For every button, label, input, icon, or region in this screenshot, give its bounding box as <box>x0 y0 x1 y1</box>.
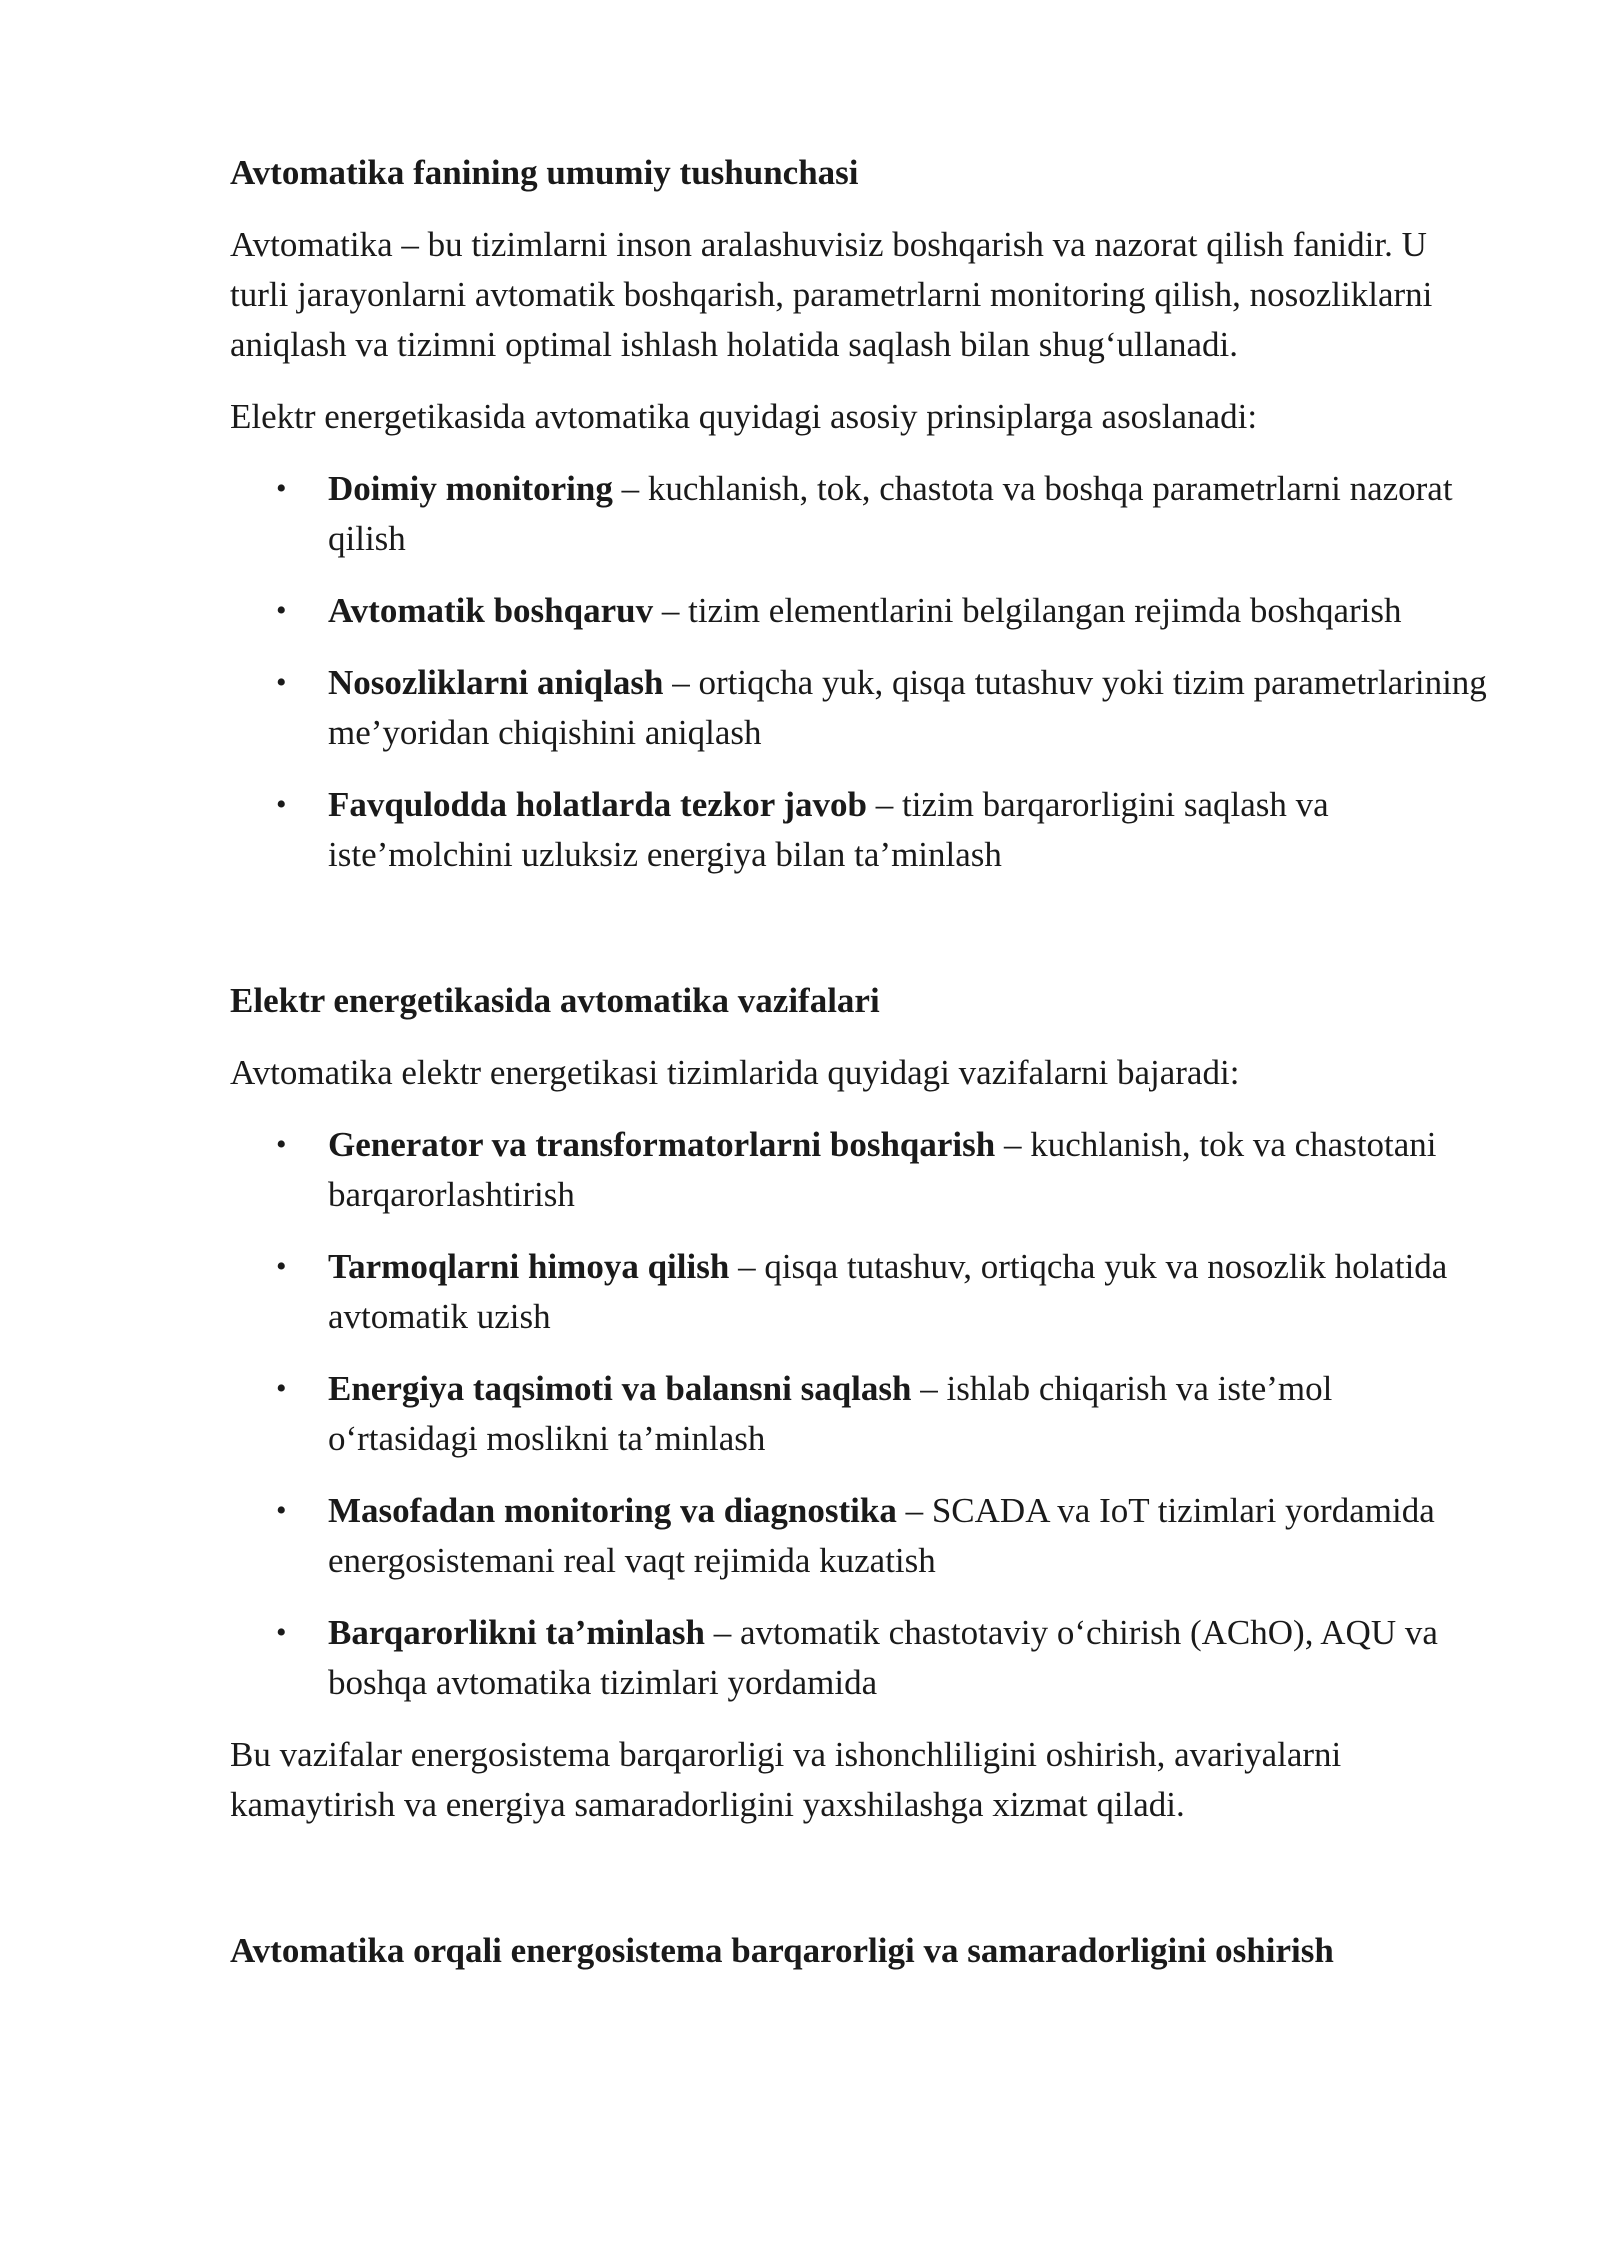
list-item <box>276 1608 1490 1708</box>
list-item-desc: – avtomatik chastotaviy o‘chirish (AChO), AQU va boshqa avtomatika tizimlari yordamida <box>328 1613 1438 1702</box>
list-item-desc: – tizim elementlarini belgilangan rejimda boshqarish <box>653 591 1402 630</box>
bullet-icon: • <box>276 1372 287 1405</box>
document-page <box>230 148 1490 1976</box>
list-item-desc: – SCADA va IoT tizimlari yordamida energosistemani real vaqt rejimida kuzatish <box>328 1491 1435 1580</box>
list-item-term: Generator va transformatorlarni boshqarish <box>328 1125 996 1164</box>
list-item-term: Avtomatik boshqaruv <box>328 591 654 630</box>
list-item-term: Doimiy monitoring <box>328 469 613 508</box>
list-item <box>276 464 1490 564</box>
list-item-term: Favqulodda holatlarda tezkor javob <box>328 785 867 824</box>
bullet-icon: • <box>276 666 287 699</box>
bullet-icon: • <box>276 594 287 627</box>
list-item-term: Nosozliklarni aniqlash <box>328 663 664 702</box>
list-item-desc: – kuchlanish, tok va chastotani barqarorlashtirish <box>328 1125 1437 1214</box>
section-heading: Elektr energetikasida avtomatika vazifalari <box>230 981 880 1020</box>
bullet-icon: • <box>276 788 287 821</box>
list-item <box>276 586 1490 636</box>
list-item-desc: – kuchlanish, tok, chastota va boshqa parametrlarni nazorat qilish <box>328 469 1453 558</box>
paragraph: Avtomatika – bu tizimlarni inson aralashuvisiz boshqarish va nazorat qilish fanidir. U turli jarayonlarni avtomatik boshqarish, parametrlarni monitoring qilish, nosozliklarni aniqlash va tizimni optimal ishlash holatida saqlash bilan shug‘ullanadi. <box>230 225 1433 364</box>
list-item-term: Tarmoqlarni himoya qilish <box>328 1247 730 1286</box>
list-item <box>276 1486 1490 1586</box>
paragraph: Avtomatika elektr energetikasi tizimlarida quyidagi vazifalarni bajaradi: <box>230 1053 1240 1092</box>
list-item-desc: – tizim barqarorligini saqlash va iste’molchini uzluksiz energiya bilan ta’minlash <box>328 785 1329 874</box>
paragraph: Elektr energetikasida avtomatika quyidagi asosiy prinsiplarga asoslanadi: <box>230 397 1258 436</box>
bullet-icon: • <box>276 1494 287 1527</box>
bullet-icon: • <box>276 1250 287 1283</box>
list-item <box>276 1120 1490 1220</box>
principles-list <box>230 464 1490 880</box>
tasks-list <box>230 1120 1490 1708</box>
list-item-desc: – ishlab chiqarish va iste’mol o‘rtasidagi moslikni ta’minlash <box>328 1369 1333 1458</box>
bullet-icon: • <box>276 1616 287 1649</box>
list-item <box>276 780 1490 880</box>
list-item-term: Masofadan monitoring va diagnostika <box>328 1491 897 1530</box>
list-item <box>276 658 1490 758</box>
section-heading: Avtomatika orqali energosistema barqarorligi va samaradorligini oshirish <box>230 1931 1334 1970</box>
list-item-desc: – qisqa tutashuv, ortiqcha yuk va nosozlik holatida avtomatik uzish <box>328 1247 1448 1336</box>
list-item <box>276 1364 1490 1464</box>
list-item-desc: – ortiqcha yuk, qisqa tutashuv yoki tizim parametrlarining me’yoridan chiqishini aniqlash <box>328 663 1487 752</box>
bullet-icon: • <box>276 472 287 505</box>
paragraph: Bu vazifalar energosistema barqarorligi va ishonchliligini oshirish, avariyalarni kamaytirish va energiya samaradorligini yaxshilashga xizmat qiladi. <box>230 1735 1342 1824</box>
bullet-icon: • <box>276 1128 287 1161</box>
list-item-term: Energiya taqsimoti va balansni saqlash <box>328 1369 912 1408</box>
section-heading: Avtomatika fanining umumiy tushunchasi <box>230 153 859 192</box>
list-item <box>276 1242 1490 1342</box>
list-item-term: Barqarorlikni ta’minlash <box>328 1613 705 1652</box>
